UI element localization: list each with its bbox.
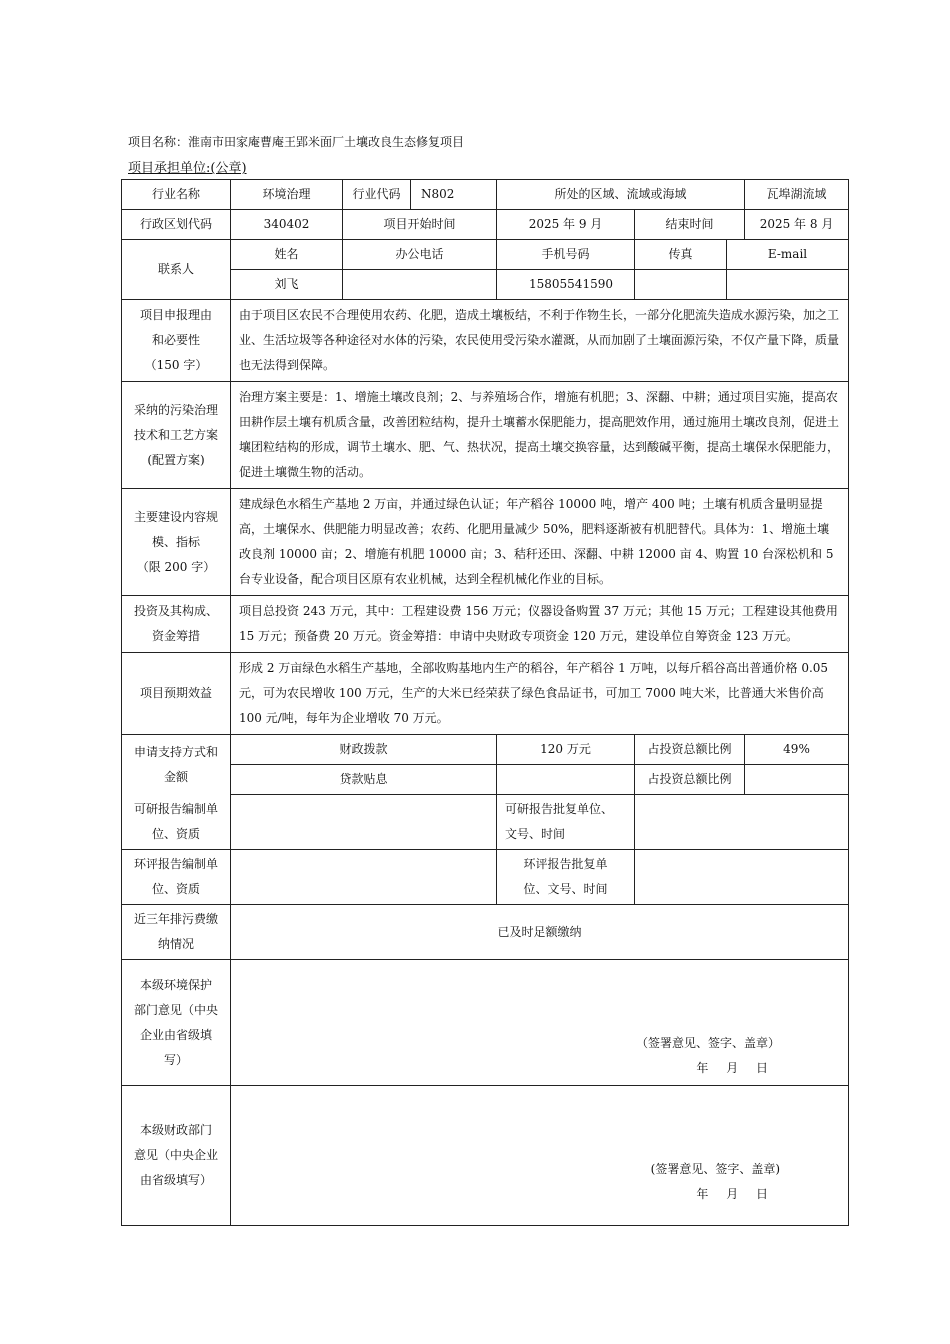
feasibility-approve-line1: 可研报告批复单位、	[505, 802, 614, 816]
feasibility-label-line1: 可研报告编制单	[133, 801, 218, 816]
end-time-value: 2025 年 8 月	[745, 210, 849, 240]
contact-fax-header: 传真	[635, 240, 727, 270]
industry-code-value: N802	[411, 180, 497, 210]
tech-text: 治理方案主要是：1、增施土壤改良剂；2、与养殖场合作，增施有机肥；3、深翻、中耕；通过项目实施，提高农田耕作层土壤有机质含量，改善团粒结构，提升土壤蓄水保肥能力，提高肥效作用，通过施用土壤改良剂，促进土壤团粒结构的形成，调节土壤水、肥、气、热状况，提高土壤交换容量，达到酸碱平衡，提高土壤保水保肥能力，促进土壤微生物的活动。	[231, 382, 849, 489]
feasibility-unit-value	[231, 795, 497, 850]
benefit-text: 形成 2 万亩绿色水稻生产基地，全部收购基地内生产的稻谷，年产稻谷 1 万吨，以每斤稻谷高出普通价格 0.05 元，可为农民增收 100 万元，生产的大米已经荣获了绿色食品证书，可加工 7000 吨大米，比普通大米售价高 100 元/吨，每年为企业增收 70 万元。	[231, 653, 849, 735]
eia-unit-value	[231, 850, 497, 905]
feasibility-approve-line2: 文号、时间	[505, 827, 566, 841]
fee-label	[122, 905, 231, 960]
contact-office-value	[343, 270, 497, 300]
industry-code-label: 行业代码	[343, 180, 411, 210]
end-time-label: 结束时间	[635, 210, 745, 240]
eia-approve-value	[635, 850, 849, 905]
contact-label: 联系人	[122, 240, 231, 300]
fee-label-line1: 近三年排污费缴	[133, 912, 218, 926]
fiscal-allocation-label: 财政拨款	[231, 735, 497, 765]
env-opinion-line3: 企业由省级填	[139, 1027, 212, 1042]
start-time-value: 2025 年 9 月	[497, 210, 635, 240]
env-opinion-label	[122, 960, 231, 1086]
reason-label-line3: （150 字）	[144, 358, 208, 372]
tech-label-line1: 采纳的污染治理	[133, 402, 218, 417]
reason-label-line2: 和必要性	[151, 333, 200, 347]
fee-label-line2: 纳情况	[157, 937, 194, 951]
eia-label	[122, 850, 231, 905]
loan-subsidy-label: 贷款贴息	[231, 765, 497, 795]
fiscal-ratio-label: 占投资总额比例	[635, 735, 745, 765]
contact-fax-value	[635, 270, 727, 300]
contact-office-header: 办公电话	[343, 240, 497, 270]
fiscal-ratio-value: 49%	[745, 735, 849, 765]
eia-approve-line2: 位、文号、时间	[523, 882, 608, 896]
scope-label	[122, 489, 231, 596]
scope-text: 建成绿色水稻生产基地 2 万亩，并通过绿色认证；年产稻谷 10000 吨，增产 400 吨；土壤有机质含量明显提高，土壤保水、供肥能力明显改善；农药、化肥用量减少 50%，肥料逐渐被有机肥替代。具体为：1、增施土壤改良剂 10000 亩；2、增施有机肥 10000 亩；3、秸秆还田、深翻、中耕 12000 亩 4、购置 10 台深松机和 5 台专业设备，配合项目区原有农业机械，达到全程机械化作业的目标。	[231, 489, 849, 596]
support-label	[122, 735, 231, 795]
project-name: 项目名称：淮南市田家庵曹庵王郢米面厂土壤改良生态修复项目	[128, 135, 465, 149]
fin-opinion-date: 年 月 日	[696, 1187, 769, 1201]
region-label: 所处的区域、流域或海域	[497, 180, 745, 210]
support-label-line2: 金额	[163, 769, 188, 784]
reason-text: 由于项目区农民不合理使用农药、化肥，造成土壤板结，不利于作物生长，一部分化肥流失造成水源污染，加之工业、生活垃圾等各种途径对水体的污染，农民使用受污染水灌溉，从而加剧了土壤面源污染，不仅产量下降，质量也无法得到保障。	[231, 300, 849, 382]
tech-label-line2: 技术和工艺方案	[133, 427, 218, 442]
env-opinion-date: 年 月 日	[696, 1061, 769, 1075]
fin-opinion-sign: (签署意见、签字、盖章)	[650, 1162, 781, 1176]
scope-label-line1: 主要建设内容规	[133, 509, 218, 524]
undertaking-unit: 项目承担单位:(公章)	[128, 161, 247, 176]
admin-code-value: 340402	[231, 210, 343, 240]
env-opinion-box	[231, 960, 849, 1086]
eia-label-line1: 环评报告编制单	[133, 857, 218, 871]
scope-label-line2: 模、指标	[151, 534, 200, 549]
eia-approve-line1: 环评报告批复单	[523, 857, 608, 871]
fin-opinion-box	[231, 1086, 849, 1226]
industry-name-label: 行业名称	[122, 180, 231, 210]
invest-label-line2: 资金筹措	[151, 629, 200, 643]
env-opinion-line2: 部门意见（中央	[133, 1002, 218, 1017]
eia-label-line2: 位、资质	[151, 882, 200, 896]
support-label-line1: 申请支持方式和	[133, 744, 218, 759]
contact-email-value	[727, 270, 849, 300]
benefit-label: 项目预期效益	[122, 653, 231, 735]
contact-mobile-value: 15805541590	[497, 270, 635, 300]
admin-code-label: 行政区划代码	[122, 210, 231, 240]
fin-opinion-label	[122, 1086, 231, 1226]
invest-label-line1: 投资及其构成、	[133, 604, 218, 618]
feasibility-approve-label	[497, 795, 635, 850]
loan-ratio-label: 占投资总额比例	[635, 765, 745, 795]
fin-opinion-line1: 本级财政部门	[139, 1123, 212, 1137]
env-opinion-line4: 写）	[163, 1052, 188, 1067]
contact-mobile-header: 手机号码	[497, 240, 635, 270]
region-value: 瓦埠湖流域	[745, 180, 849, 210]
start-time-label: 项目开始时间	[343, 210, 497, 240]
industry-name-value: 环境治理	[231, 180, 343, 210]
reason-label-line1: 项目申报理由	[139, 308, 212, 322]
invest-label	[122, 596, 231, 653]
contact-name-header: 姓名	[231, 240, 343, 270]
loan-subsidy-amount	[497, 765, 635, 795]
fin-opinion-line2: 意见（中央企业	[133, 1148, 218, 1162]
invest-text: 项目总投资 243 万元，其中：工程建设费 156 万元；仪器设备购置 37 万元；其他 15 万元；工程建设其他费用 15 万元；预备费 20 万元。资金筹措：申请中央财政专项资金 120 万元，建设单位自筹资金 123 万元。	[231, 596, 849, 653]
env-opinion-line1: 本级环境保护	[139, 977, 212, 992]
fee-text: 已及时足额缴纳	[231, 905, 849, 960]
contact-name-value: 刘飞	[231, 270, 343, 300]
tech-label	[122, 382, 231, 489]
env-opinion-sign: （签署意见、签字、盖章）	[636, 1036, 781, 1050]
tech-label-line3: (配置方案)	[147, 452, 205, 467]
loan-ratio-value	[745, 765, 849, 795]
feasibility-label-line2: 位、资质	[151, 826, 200, 841]
scope-label-line3: （限 200 字）	[136, 559, 216, 574]
eia-approve-label	[497, 850, 635, 905]
feasibility-label	[122, 795, 231, 850]
feasibility-approve-value	[635, 795, 849, 850]
application-form-table	[121, 179, 849, 1226]
fiscal-allocation-amount: 120 万元	[497, 735, 635, 765]
reason-label	[122, 300, 231, 382]
fin-opinion-line3: 由省级填写）	[139, 1173, 212, 1187]
contact-email-header: E-mail	[727, 240, 849, 270]
